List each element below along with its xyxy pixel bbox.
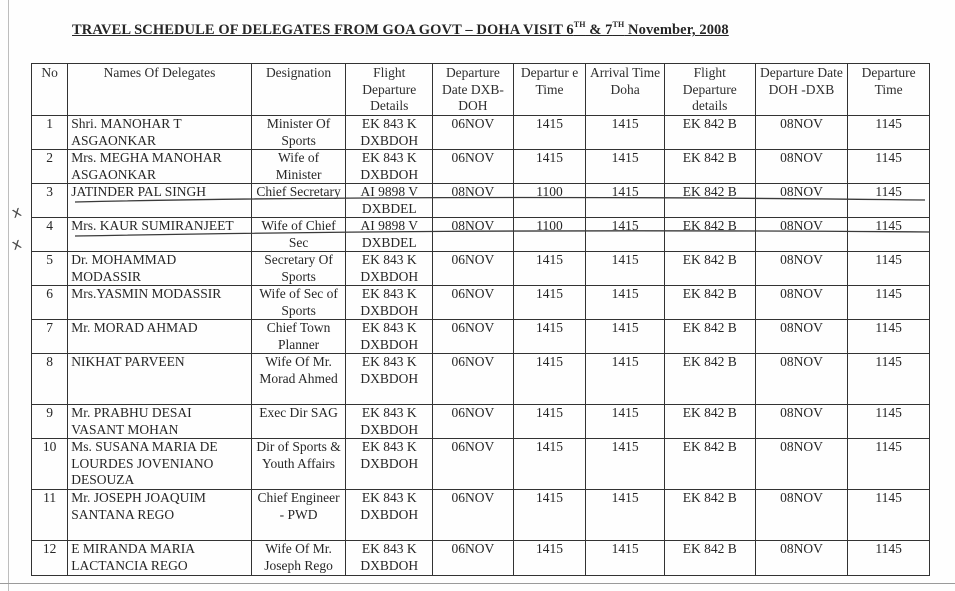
table-row xyxy=(32,405,930,439)
arrival-time-cell: 1415 xyxy=(586,116,665,150)
return-date-cell: 08NOV xyxy=(755,490,848,541)
delegate-name-cell: Ms. SUSANA MARIA DE LOURDES JOVENIANO DESOUZA xyxy=(68,439,251,490)
delegate-name-cell: Mr. MORAD AHMAD xyxy=(68,320,251,354)
row-number-cell: 5 xyxy=(32,252,68,286)
header-names: Names Of Delegates xyxy=(68,64,251,116)
table-row xyxy=(32,150,930,184)
page-bottom-edge xyxy=(0,583,955,584)
return-time-cell: 1145 xyxy=(848,184,930,218)
arrival-time-cell: 1415 xyxy=(586,150,665,184)
departure-flight-cell: EK 843 K DXBDOH xyxy=(346,439,433,490)
designation-cell: Wife Of Mr. Joseph Rego xyxy=(251,541,346,576)
departure-flight-cell: EK 843 K DXBDOH xyxy=(346,150,433,184)
return-time-cell: 1145 xyxy=(848,320,930,354)
return-flight-cell: EK 842 B xyxy=(664,490,755,541)
return-time-cell: 1145 xyxy=(848,286,930,320)
arrival-time-cell: 1415 xyxy=(586,405,665,439)
return-time-cell: 1145 xyxy=(848,116,930,150)
departure-date-cell: 06NOV xyxy=(433,150,514,184)
scan-edge-line xyxy=(8,0,9,591)
departure-time-cell: 1415 xyxy=(513,541,586,576)
return-date-cell: 08NOV xyxy=(755,320,848,354)
return-time-cell: 1145 xyxy=(848,439,930,490)
departure-flight-cell: AI 9898 V DXBDEL xyxy=(346,184,433,218)
header-return-time: Departure Time xyxy=(848,64,930,116)
return-time-cell: 1145 xyxy=(848,252,930,286)
departure-flight-cell: EK 843 K DXBDOH xyxy=(346,252,433,286)
return-time-cell: 1145 xyxy=(848,405,930,439)
table-row xyxy=(32,490,930,541)
arrival-time-cell: 1415 xyxy=(586,286,665,320)
departure-time-cell: 1415 xyxy=(513,354,586,405)
delegate-name-cell: Shri. MANOHAR T ASGAONKAR xyxy=(68,116,251,150)
departure-time-cell: 1415 xyxy=(513,320,586,354)
table-row xyxy=(32,116,930,150)
delegate-name-cell: JATINDER PAL SINGH xyxy=(68,184,251,218)
departure-time-cell: 1100 xyxy=(513,218,586,252)
header-flight-departure: Flight Departure Details xyxy=(346,64,433,116)
row-number-cell: 12 xyxy=(32,541,68,576)
header-departure-date-dxb-doh: Departure Date DXB-DOH xyxy=(433,64,514,116)
return-flight-cell: EK 842 B xyxy=(664,439,755,490)
document-title xyxy=(72,20,872,39)
return-date-cell: 08NOV xyxy=(755,252,848,286)
header-flight-return: Flight Departure details xyxy=(664,64,755,116)
table-row xyxy=(32,286,930,320)
return-flight-cell: EK 842 B xyxy=(664,541,755,576)
designation-cell: Chief Engineer - PWD xyxy=(251,490,346,541)
header-no: No xyxy=(32,64,68,116)
arrival-time-cell: 1415 xyxy=(586,490,665,541)
title-end: November, 2008 xyxy=(624,22,729,38)
row-number-cell: 11 xyxy=(32,490,68,541)
return-flight-cell: EK 842 B xyxy=(664,405,755,439)
return-time-cell: 1145 xyxy=(848,541,930,576)
return-time-cell: 1145 xyxy=(848,218,930,252)
delegate-name-cell: Dr. MOHAMMAD MODASSIR xyxy=(68,252,251,286)
header-row xyxy=(32,64,930,116)
row-number-cell: 4 xyxy=(32,218,68,252)
departure-flight-cell: EK 843 K DXBDOH xyxy=(346,116,433,150)
departure-time-cell: 1415 xyxy=(513,490,586,541)
departure-date-cell: 06NOV xyxy=(433,541,514,576)
return-flight-cell: EK 842 B xyxy=(664,320,755,354)
departure-date-cell: 06NOV xyxy=(433,252,514,286)
departure-date-cell: 06NOV xyxy=(433,490,514,541)
delegate-name-cell: Mrs.YASMIN MODASSIR xyxy=(68,286,251,320)
row-number-cell: 7 xyxy=(32,320,68,354)
row-number-cell: 9 xyxy=(32,405,68,439)
return-time-cell: 1145 xyxy=(848,490,930,541)
departure-time-cell: 1415 xyxy=(513,405,586,439)
table-row xyxy=(32,184,930,218)
title-sup-1: TH xyxy=(573,20,586,29)
departure-flight-cell: AI 9898 V DXBDEL xyxy=(346,218,433,252)
title-main: TRAVEL SCHEDULE OF DELEGATES FROM GOA GOVT – DOHA VISIT 6 xyxy=(72,22,574,38)
header-departure-date-doh-dxb: Departure Date DOH -DXB xyxy=(755,64,848,116)
departure-time-cell: 1100 xyxy=(513,184,586,218)
departure-date-cell: 08NOV xyxy=(433,218,514,252)
return-flight-cell: EK 842 B xyxy=(664,252,755,286)
designation-cell: Chief Town Planner xyxy=(251,320,346,354)
delegate-name-cell: Mrs. MEGHA MANOHAR ASGAONKAR xyxy=(68,150,251,184)
designation-cell: Dir of Sports & Youth Affairs xyxy=(251,439,346,490)
travel-schedule-table xyxy=(31,63,930,576)
delegate-name-cell: Mr. JOSEPH JOAQUIM SANTANA REGO xyxy=(68,490,251,541)
table-row xyxy=(32,320,930,354)
table-row xyxy=(32,354,930,405)
table-row xyxy=(32,218,930,252)
return-time-cell: 1145 xyxy=(848,354,930,405)
header-arrival-time: Arrival Time Doha xyxy=(586,64,665,116)
departure-date-cell: 06NOV xyxy=(433,286,514,320)
header-departure-time: Departur e Time xyxy=(513,64,586,116)
row-number-cell: 1 xyxy=(32,116,68,150)
designation-cell: Secretary Of Sports xyxy=(251,252,346,286)
return-date-cell: 08NOV xyxy=(755,405,848,439)
designation-cell: Wife Of Mr. Morad Ahmed xyxy=(251,354,346,405)
arrival-time-cell: 1415 xyxy=(586,541,665,576)
departure-flight-cell: EK 843 K DXBDOH xyxy=(346,490,433,541)
return-flight-cell: EK 842 B xyxy=(664,354,755,405)
departure-date-cell: 06NOV xyxy=(433,116,514,150)
return-date-cell: 08NOV xyxy=(755,439,848,490)
delegate-name-cell: E MIRANDA MARIA LACTANCIA REGO xyxy=(68,541,251,576)
departure-flight-cell: EK 843 K DXBDOH xyxy=(346,354,433,405)
designation-cell: Exec Dir SAG xyxy=(251,405,346,439)
departure-date-cell: 08NOV xyxy=(433,184,514,218)
handwritten-mark-row-3: x xyxy=(9,202,24,222)
row-number-cell: 10 xyxy=(32,439,68,490)
arrival-time-cell: 1415 xyxy=(586,218,665,252)
arrival-time-cell: 1415 xyxy=(586,184,665,218)
departure-date-cell: 06NOV xyxy=(433,405,514,439)
title-mid: & 7 xyxy=(585,22,613,38)
departure-date-cell: 06NOV xyxy=(433,354,514,405)
title-sup-2: TH xyxy=(612,20,625,29)
designation-cell: Chief Secretary xyxy=(251,184,346,218)
return-time-cell: 1145 xyxy=(848,150,930,184)
arrival-time-cell: 1415 xyxy=(586,320,665,354)
return-date-cell: 08NOV xyxy=(755,184,848,218)
delegate-name-cell: Mrs. KAUR SUMIRANJEET xyxy=(68,218,251,252)
row-number-cell: 2 xyxy=(32,150,68,184)
designation-cell: Wife of Chief Sec xyxy=(251,218,346,252)
departure-date-cell: 06NOV xyxy=(433,439,514,490)
return-flight-cell: EK 842 B xyxy=(664,116,755,150)
return-flight-cell: EK 842 B xyxy=(664,286,755,320)
delegate-name-cell: Mr. PRABHU DESAI VASANT MOHAN xyxy=(68,405,251,439)
return-flight-cell: EK 842 B xyxy=(664,150,755,184)
return-date-cell: 08NOV xyxy=(755,286,848,320)
return-date-cell: 08NOV xyxy=(755,116,848,150)
arrival-time-cell: 1415 xyxy=(586,354,665,405)
departure-flight-cell: EK 843 K DXBDOH xyxy=(346,320,433,354)
return-date-cell: 08NOV xyxy=(755,354,848,405)
departure-time-cell: 1415 xyxy=(513,252,586,286)
arrival-time-cell: 1415 xyxy=(586,439,665,490)
departure-time-cell: 1415 xyxy=(513,116,586,150)
departure-time-cell: 1415 xyxy=(513,286,586,320)
return-date-cell: 08NOV xyxy=(755,541,848,576)
departure-time-cell: 1415 xyxy=(513,439,586,490)
table-row xyxy=(32,252,930,286)
departure-time-cell: 1415 xyxy=(513,150,586,184)
departure-date-cell: 06NOV xyxy=(433,320,514,354)
designation-cell: Wife of Sec of Sports xyxy=(251,286,346,320)
row-number-cell: 6 xyxy=(32,286,68,320)
departure-flight-cell: EK 843 K DXBDOH xyxy=(346,541,433,576)
row-number-cell: 8 xyxy=(32,354,68,405)
return-flight-cell: EK 842 B xyxy=(664,218,755,252)
table-row xyxy=(32,541,930,576)
return-flight-cell: EK 842 B xyxy=(664,184,755,218)
header-designation: Designation xyxy=(251,64,346,116)
return-date-cell: 08NOV xyxy=(755,218,848,252)
designation-cell: Minister Of Sports xyxy=(251,116,346,150)
return-date-cell: 08NOV xyxy=(755,150,848,184)
designation-cell: Wife of Minister xyxy=(251,150,346,184)
arrival-time-cell: 1415 xyxy=(586,252,665,286)
handwritten-mark-row-4: x xyxy=(9,234,24,254)
departure-flight-cell: EK 843 K DXBDOH xyxy=(346,405,433,439)
departure-flight-cell: EK 843 K DXBDOH xyxy=(346,286,433,320)
delegate-name-cell: NIKHAT PARVEEN xyxy=(68,354,251,405)
row-number-cell: 3 xyxy=(32,184,68,218)
table-row xyxy=(32,439,930,490)
